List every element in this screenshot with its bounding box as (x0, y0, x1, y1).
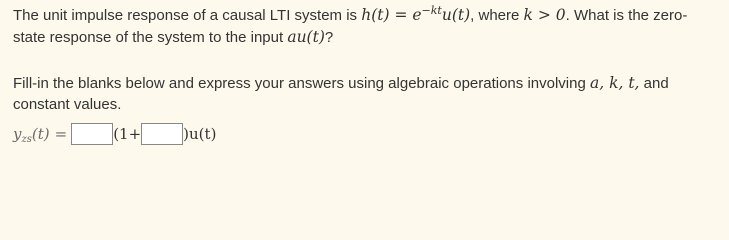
impulse-function-name: h (361, 6, 372, 24)
instructions-outro: and constant values. (13, 75, 669, 113)
question-where: , where (470, 7, 524, 24)
lhs-subscript: zs (21, 134, 32, 145)
impulse-step: u(t) (441, 6, 471, 24)
lhs-symbol: y (13, 125, 22, 143)
lhs-argument: (t) (31, 125, 50, 143)
impulse-argument: (t) = e (371, 6, 422, 24)
input-expression: au(t) (287, 27, 325, 46)
question-text (13, 5, 719, 48)
open-paren-plus: (1+ (113, 125, 142, 143)
answer-blank-1[interactable] (71, 123, 113, 145)
answer-blank-2[interactable] (141, 123, 183, 145)
k-condition: k > 0 (523, 6, 566, 24)
instructions-text (13, 73, 719, 115)
question-line2: state response of the system to the input (13, 28, 288, 46)
question-ask: . What is the zero- (565, 7, 688, 24)
close-step-term: )u(t) (183, 125, 217, 143)
answer-row (13, 121, 719, 147)
instructions-intro: Fill-in the blanks below and express your answers using algebraic operations involving (13, 75, 590, 92)
impulse-exponent: −kt (421, 4, 442, 17)
answer-lhs (13, 125, 50, 143)
question-mark: ? (324, 28, 334, 46)
equals-sign: = (54, 125, 68, 143)
question-intro: The unit impulse response of a causal LTI system is (13, 7, 362, 24)
instructions-variables: a, k, t, (589, 74, 640, 92)
